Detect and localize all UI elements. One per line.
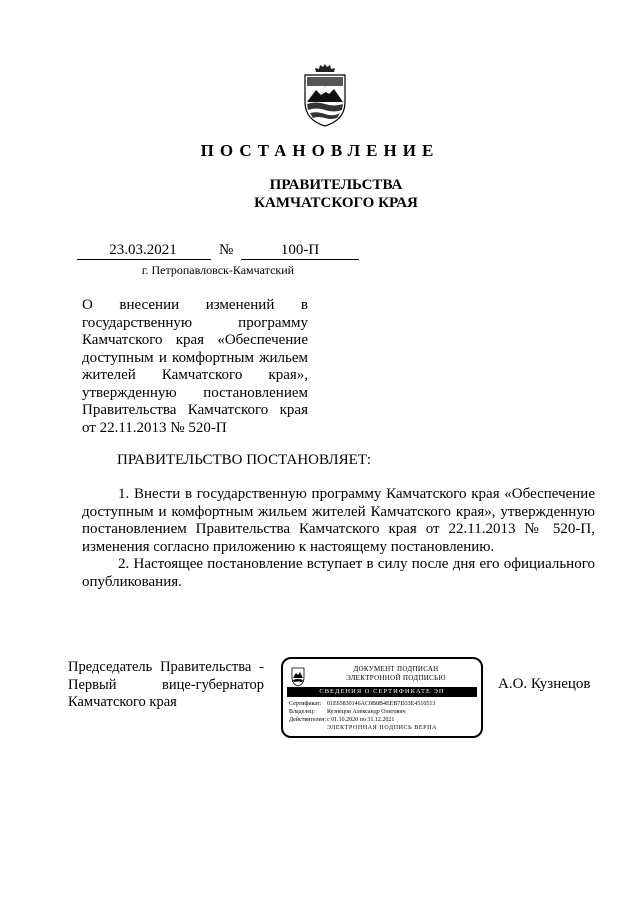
decree-statement: ПРАВИТЕЛЬСТВО ПОСТАНОВЛЯЕТ: xyxy=(117,452,372,468)
validity-value: с 01.10.2020 по 31.12.2021 xyxy=(327,717,395,723)
stamp-header xyxy=(311,665,481,683)
issuer-heading xyxy=(0,176,640,212)
electronic-signature-stamp xyxy=(281,657,483,738)
signer-title: Председатель Правительства - Первый вице-губернатор Камчатского края xyxy=(68,659,264,710)
document-type-heading: ПОСТАНОВЛЕНИЕ xyxy=(200,141,440,160)
stamp-header-line-1: ДОКУМЕНТ ПОДПИСАН xyxy=(353,665,439,673)
validity-label: Действителен: xyxy=(289,717,327,723)
stamp-certificate-bar: СВЕДЕНИЯ О СЕРТИФИКАТЕ ЭП xyxy=(287,687,477,697)
coat-of-arms-emblem xyxy=(302,62,348,128)
stamp-footer: ЭЛЕКТРОННАЯ ПОДПИСЬ ВЕРНА xyxy=(327,725,437,731)
stamp-emblem-icon xyxy=(291,665,305,687)
issuer-line-2: КАМЧАТСКОГО КРАЯ xyxy=(254,195,418,211)
owner-value: Кузнецов Александр Олегович xyxy=(327,709,406,715)
registration-line xyxy=(77,242,359,262)
number-underline xyxy=(241,259,359,260)
city-of-issue: г. Петропавловск-Камчатский xyxy=(141,263,295,277)
certificate-value: 01E65830146AC0B8B4EEB7D33E4510513 xyxy=(327,701,436,707)
document-body xyxy=(82,486,595,591)
document-number: 100-П xyxy=(280,242,320,258)
signer-name: А.О. Кузнецов xyxy=(498,676,591,692)
stamp-row-certificate xyxy=(289,700,479,708)
stamp-certificate-details xyxy=(289,700,479,724)
certificate-label: Сертификат: xyxy=(289,701,322,707)
stamp-row-validity xyxy=(289,716,479,724)
body-paragraph-2: 2. Настоящее постановление вступает в силу после дня его официального опубликования. xyxy=(82,556,595,590)
stamp-header-line-2: ЭЛЕКТРОННОЙ ПОДПИСЬЮ xyxy=(346,674,446,682)
number-sign: № xyxy=(219,242,234,258)
body-paragraph-1: 1. Внести в государственную программу Камчатского края «Обеспечение доступным и комфортным жильем жителей Камчатского края», утвержденную постановлением Правительства Камчатского края от 22.11.2013 № 520-П, изменения согласно приложению к настоящему постановлению. xyxy=(82,486,595,555)
owner-label: Владелец: xyxy=(289,709,315,715)
document-subject: О внесении изменений в государственную программу Камчатского края «Обеспечение доступным и комфортным жильем жителей Камчатского края», утвержденную постановлением Правительства Камчатского края от 22.11.2013 № 520-П xyxy=(82,297,308,436)
issuer-line-1: ПРАВИТЕЛЬСТВА xyxy=(269,177,403,193)
document-date: 23.03.2021 xyxy=(109,242,177,258)
stamp-row-owner xyxy=(289,708,479,716)
date-underline xyxy=(77,259,211,260)
